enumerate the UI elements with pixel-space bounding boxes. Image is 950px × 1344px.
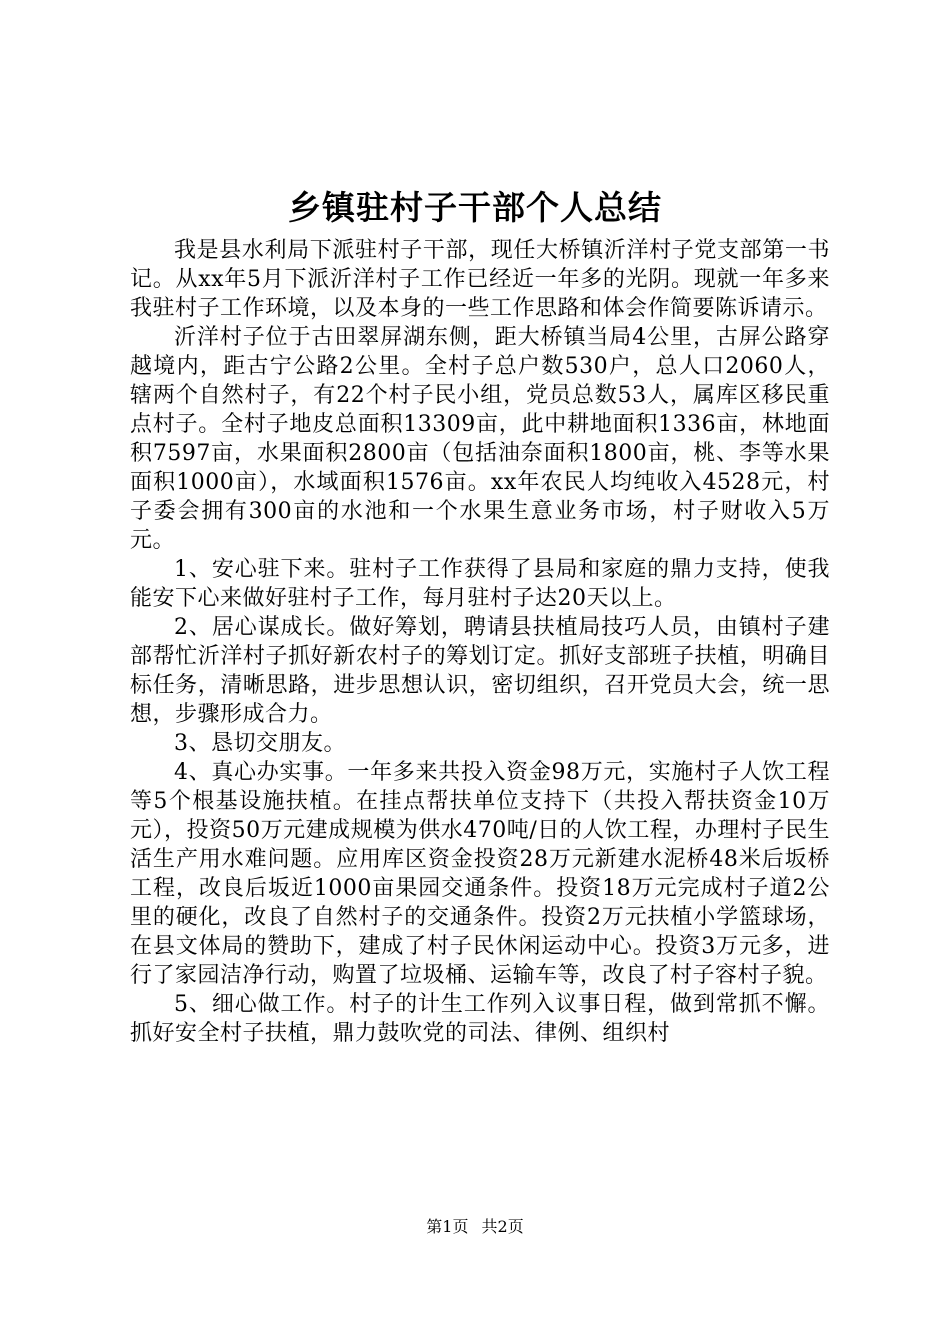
- paragraph-item-4: 4、真心办实事。一年多来共投入资金98万元，实施村子人饮工程等5个根基设施扶植。在挂点帮扶单位支持下（共投入帮扶资金10万元），投资50万元建成规模为供水470吨/日的人饮工程，办理村子民生活生产用水难问题。应用库区资金投资28万元新建水泥桥48米后坂桥工程，改良后坂近1000亩果园交通条件。投资18万元完成村子道2公里的硬化，改良了自然村子的交通条件。投资2万元扶植小学篮球场，在县文体局的赞助下，建成了村子民休闲运动中心。投资3万元多，进行了家园洁净行动，购置了垃圾桶、运输车等，改良了村子容村子貌。: [130, 760, 830, 988]
- page-footer: [0, 1216, 950, 1238]
- paragraph-village-overview: 沂洋村子位于古田翠屏湖东侧，距大桥镇当局4公里，古屏公路穿越境内，距古宁公路2公里。全村子总户数530户，总人口2060人，辖两个自然村子，有22个村子民小组，党员总数53人，属库区移民重点村子。全村子地皮总面积13309亩，此中耕地面积1336亩，林地面积7597亩，水果面积2800亩（包括油奈面积1800亩，桃、李等水果面积1000亩），水域面积1576亩。xx年农民人均纯收入4528元，村子委会拥有300亩的水池和一个水果生意业务市场，村子财收入5万元。: [130, 325, 830, 553]
- paragraph-intro: 我是县水利局下派驻村子干部，现任大桥镇沂洋村子党支部第一书记。从xx年5月下派沂洋村子工作已经近一年多的光阴。现就一年多来我驻村子工作环境，以及本身的一些工作思路和体会作简要陈诉请示。: [130, 238, 830, 321]
- paragraph-item-5: 5、细心做工作。村子的计生工作列入议事日程，做到常抓不懈。抓好安全村子扶植，鼎力鼓吹党的司法、律例、组织村: [130, 992, 830, 1046]
- page-number: 第1页: [426, 1217, 469, 1236]
- paragraph-item-3: 3、恳切交朋友。: [174, 731, 346, 756]
- paragraph-item-2: 2、居心谋成长。做好筹划，聘请县扶植局技巧人员，由镇村子建部帮忙沂洋村子抓好新农村子的筹划订定。抓好支部班子扶植，明确目标任务，清晰思路，进步思想认识，密切组织，召开党员大会，统一思想，步骤形成合力。: [130, 615, 830, 727]
- paragraph-item-1: 1、安心驻下来。驻村子工作获得了县局和家庭的鼎力支持，使我能安下心来做好驻村子工作，每月驻村子达20天以上。: [130, 557, 830, 611]
- document-title: 乡镇驻村子干部个人总结: [288, 188, 662, 227]
- document-body: [130, 236, 830, 1048]
- page-total: 共2页: [481, 1217, 524, 1236]
